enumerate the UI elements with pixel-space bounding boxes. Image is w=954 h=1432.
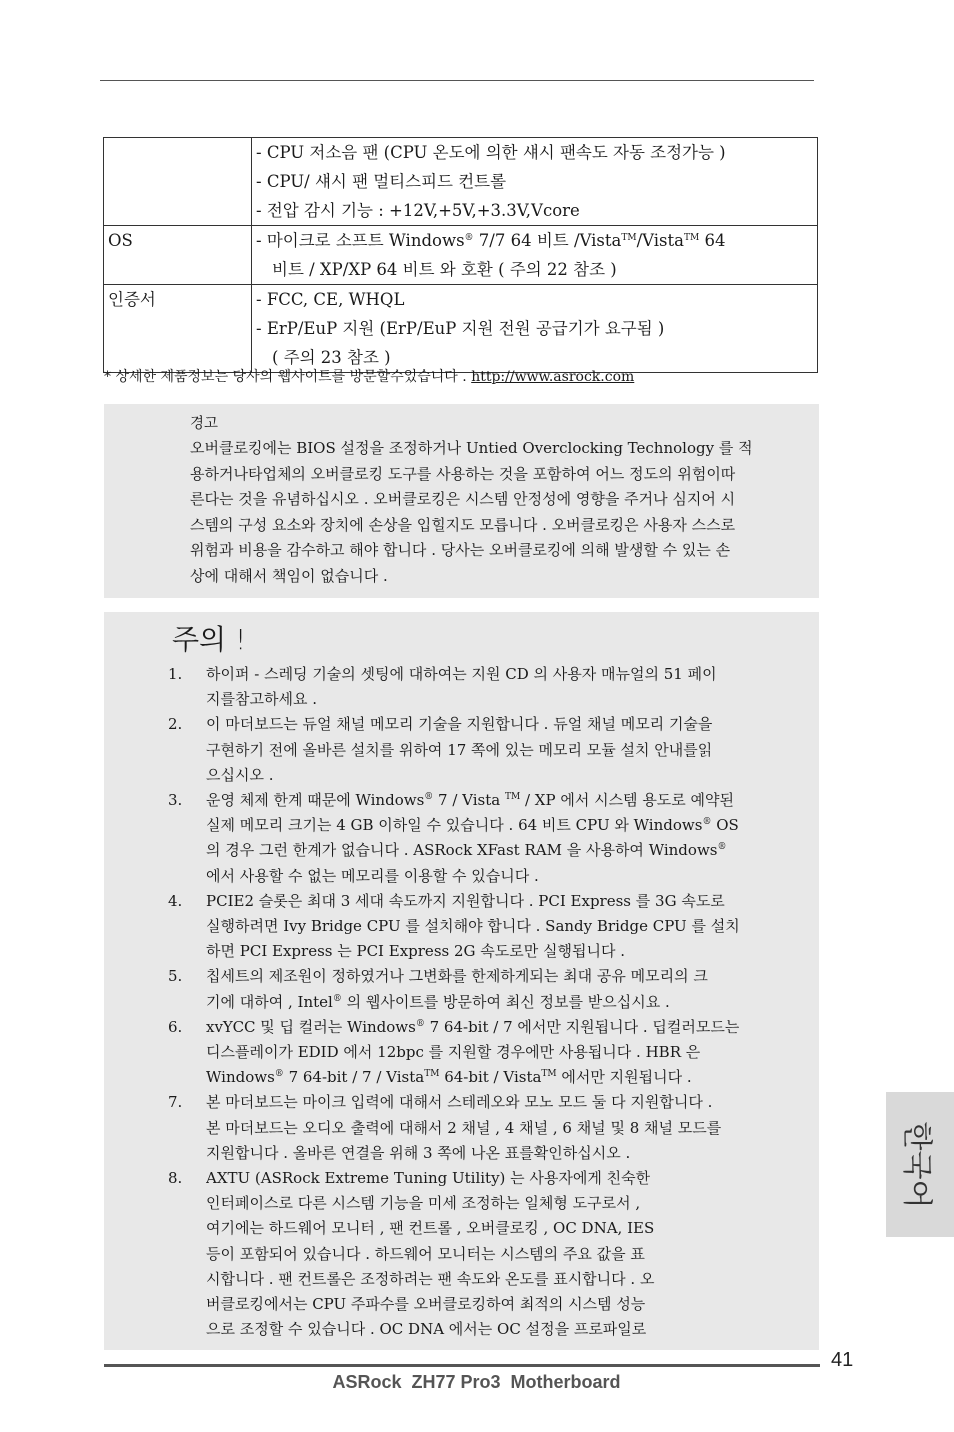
note-line: 시합니다 . 팬 컨트롤은 조정하려는 팬 속도와 온도를 표시합니다 . 오 [206,1269,655,1288]
notes-list [168,662,788,1342]
note-line: 으로 조정할 수 있습니다 . OC DNA 에서는 OC 설정을 프로파일로 [206,1320,647,1339]
spec-line: - 전압 감시 기능 : +12V,+5V,+3.3V,Vcore [256,201,580,220]
asrock-website-link[interactable]: http://www.asrock.com [471,369,635,385]
note-line: 구현하기 전에 올바른 설치를 위하여 17 쪽에 있는 메모리 모듈 설치 안내를읽 [206,740,713,759]
note-number: 1. [168,665,183,683]
note-item [168,1015,788,1091]
note-line: 여기에는 하드웨어 모니터 , 팬 컨트롤 , 오버클로킹 , OC DNA, IES [206,1219,655,1238]
note-line: 인터페이스로 다른 시스템 기능을 미세 조정하는 일체형 도구로서 , [206,1194,641,1213]
note-item [168,889,788,965]
spec-value [252,285,818,373]
spec-line: - ErP/EuP 지원 (ErP/EuP 지원 전원 공급기가 요구됨 ) [256,319,665,338]
note-number: 5. [168,967,183,986]
note-line: xvYCC 및 딥 컬러는 Windows® 7 64-bit / 7 에서만 지원됩니다 . 딥컬러모드는 [206,1017,740,1036]
note-number: 4. [168,891,183,910]
language-tab [886,1092,954,1237]
spec-row [104,138,818,226]
note-line: PCIE2 슬롯은 최대 3 세대 속도까지 지원합니다 . PCI Express 를 3G 속도로 [206,891,725,910]
spec-line: - CPU/ 섀시 팬 멀티스피드 컨트롤 [256,172,507,191]
spec-line: - 마이크로 소프트 Windows® 7/7 64 비트 /Vista™/Vista™ 64 [256,231,726,250]
note-line: 하면 PCI Express 는 PCI Express 2G 속도로만 실행됩니다 . [206,942,625,961]
spec-line: ( 주의 23 참조 ) [272,348,391,367]
note-line: 으십시오 . [206,765,274,784]
top-rule [100,80,814,81]
spec-label: OS [104,226,252,285]
warning-line: 른다는 것을 유념하십시오 . 오버클로킹은 시스템 안정성에 영향을 주거나 심지어 시 [190,490,736,508]
note-line: 기에 대하여 , Intel® 의 웹사이트를 방문하여 최신 정보를 받으십시요 . [206,992,670,1011]
warning-line: 용하거나타업체의 오버클로킹 도구를 사용하는 것을 포함하여 어느 정도의 위험이따 [190,464,736,483]
note-line: Windows® 7 64-bit / 7 / Vista™ 64-bit / Vista™ 에서만 지원됩니다 . [206,1068,692,1087]
spec-value [252,138,818,226]
note-line: 칩세트의 제조원이 정하였거나 그변화를 한제하게되는 최대 공유 메모리의 크 [206,967,708,986]
note-line: 지를참고하세요 . [206,690,317,709]
language-tab-label: 한국어 [899,1121,934,1208]
note-line: 의 경우 그런 한계가 없습니다 . ASRock XFast RAM 을 사용하여 Windows® [206,841,727,860]
spec-line: 비트 / XP/XP 64 비트 와 호환 ( 주의 22 참조 ) [272,260,617,279]
note-number: 3. [168,791,183,810]
note-line: 본 마더보드는 오디오 출력에 대해서 2 채널 , 4 채널 , 6 채널 및 8 채널 모드를 [206,1118,722,1137]
page-number: 41 [831,1349,854,1371]
note-line: 실제 메모리 크기는 4 GB 이하일 수 있습니다 . 64 비트 CPU 와 Windows® OS [206,816,739,835]
note-item [168,964,788,1014]
warning-line: 위험과 비용을 감수하고 해야 합니다 . 당사는 오버클로킹에 의해 발생할 수 있는 손 [190,541,731,559]
note-line: 본 마더보드는 마이크 입력에 대해서 스테레오와 모노 모드 둘 다 지원합니다 . [206,1093,713,1112]
note-item [168,1166,788,1342]
note-line: 운영 체제 한계 때문에 Windows® 7 / Vista ™ / XP 에서 시스템 용도로 예약된 [206,791,735,810]
note-item [168,788,788,889]
spec-label: 인증서 [104,285,252,373]
spec-label [104,138,252,226]
note-line: 하이퍼 - 스레딩 기술의 셋팅에 대하여는 지원 CD 의 사용자 매뉴얼의 51 페이 [206,665,717,683]
bottom-rule [104,1364,820,1367]
spec-row [104,226,818,285]
website-footnote [104,366,634,386]
note-line: 버클로킹에서는 CPU 주파수를 오버클로킹하여 최적의 시스템 성능 [206,1295,646,1314]
spec-line: - CPU 저소음 팬 (CPU 온도에 의한 섀시 팬속도 자동 조정가능 ) [256,143,726,162]
note-item [168,662,788,712]
footnote-text: * 상세한 제품정보는 당사의 웹사이트를 방문할수있습니다 . [104,369,472,385]
warning-box [104,404,819,598]
note-line: AXTU (ASRock Extreme Tuning Utility) 는 사용자에게 친숙한 [206,1169,651,1188]
spec-line: - FCC, CE, WHQL [256,290,405,309]
warning-line: 상에 대해서 책임이 없습니다 . [190,566,388,585]
warning-line: 오버클로킹에는 BIOS 설정을 조정하거나 Untied Overclocking Technology 를 적 [190,439,753,457]
note-line: 등이 포함되어 있습니다 . 하드웨어 모니터는 시스템의 주요 값을 표 [206,1244,645,1263]
note-number: 8. [168,1169,183,1188]
spec-value [252,226,818,285]
notes-title: 주의 ! [172,623,247,656]
footer-title: ASRock ZH77 Pro3 Motherboard [332,1372,621,1392]
note-item [168,712,788,788]
note-line: 에서 사용할 수 없는 메모리를 이용할 수 있습니다 . [206,866,539,885]
note-item [168,1090,788,1166]
note-line: 디스플레이가 EDID 에서 12bpc 를 지원할 경우에만 사용됩니다 . HBR 은 [206,1043,701,1062]
note-number: 2. [168,715,183,734]
note-number: 6. [168,1017,183,1036]
warning-title: 경고 [190,416,219,432]
note-line: 이 마더보드는 듀얼 채널 메모리 기술을 지원합니다 . 듀얼 채널 메모리 기술을 [206,715,713,734]
warning-body [190,436,822,589]
note-line: 실행하려면 Ivy Bridge CPU 를 설치해야 합니다 . Sandy Bridge CPU 를 설치 [206,917,740,936]
spec-row [104,285,818,373]
warning-line: 스템의 구성 요소와 장치에 손상을 입힐지도 모릅니다 . 오버클로킹은 사용자 스스로 [190,515,736,534]
note-line: 지원합니다 . 올바른 연결을 위해 3 쪽에 나온 표를확인하십시오 . [206,1143,631,1162]
note-number: 7. [168,1093,183,1112]
notes-box [104,612,819,1350]
spec-table [103,137,818,373]
